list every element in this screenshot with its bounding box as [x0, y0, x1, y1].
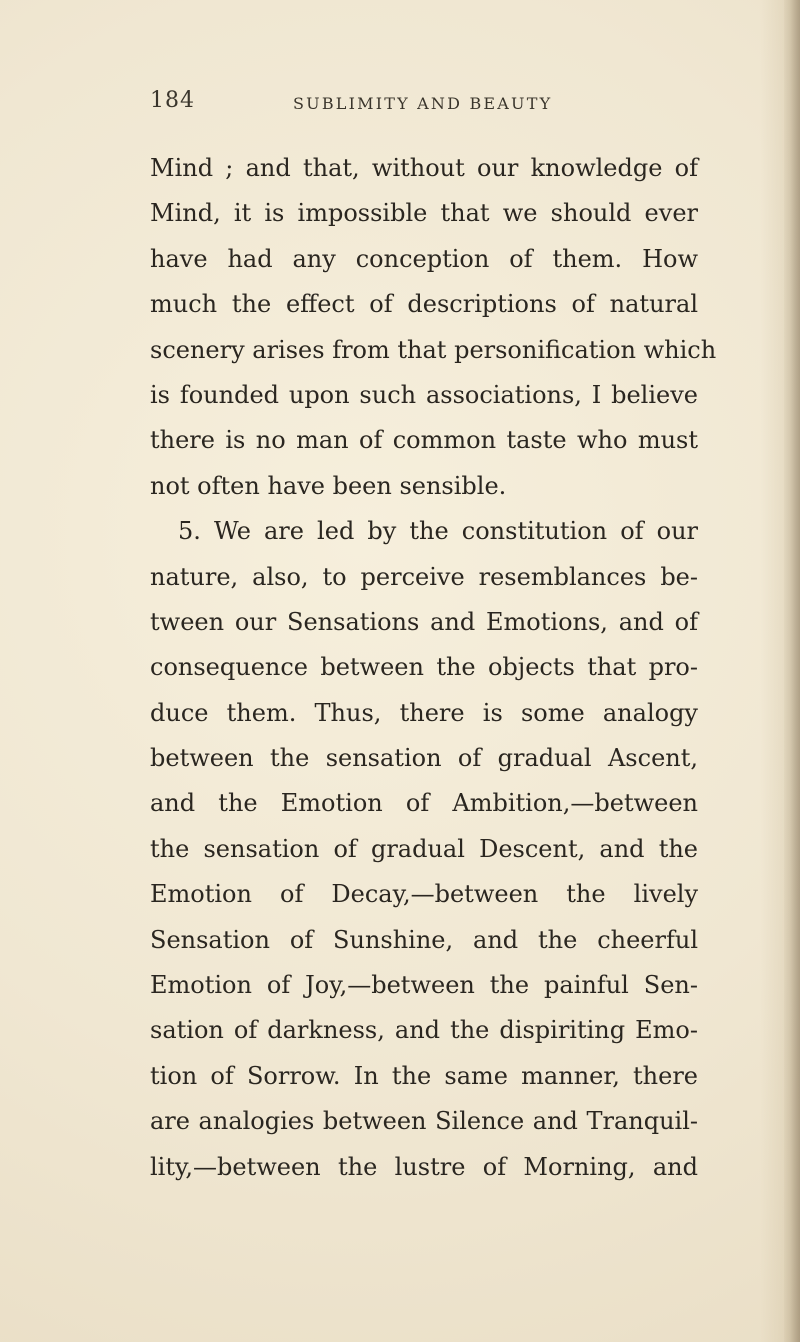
- text-line: is founded upon such associations, I believe: [150, 380, 698, 409]
- text-line: Mind, it is impossible that we should ever: [150, 199, 698, 228]
- page-header: [150, 88, 710, 128]
- text-line: 5. We are led by the constitution of our: [178, 517, 698, 546]
- text-line: consequence between the objects that pro-: [150, 653, 698, 682]
- text-line: not often have been sensible.: [150, 471, 507, 500]
- text-line: Emotion of Decay,—between the lively: [150, 880, 698, 909]
- text-line: between the sensation of gradual Ascent,: [150, 744, 698, 773]
- text-line: the sensation of gradual Descent, and the: [150, 834, 698, 863]
- page-number: 184: [150, 88, 195, 113]
- text-line: duce them. Thus, there is some analogy: [150, 698, 698, 727]
- text-line: Sensation of Sunshine, and the cheerful: [150, 925, 698, 954]
- text-line: Emotion of Joy,—between the painful Sen-: [150, 971, 698, 1000]
- text-line: and the Emotion of Ambition,—between: [150, 789, 698, 818]
- text-line: nature, also, to perceive resemblances be-: [150, 562, 698, 591]
- text-line: sation of darkness, and the dispiriting Emo-: [150, 1016, 698, 1045]
- text-line: tween our Sensations and Emotions, and of: [150, 607, 698, 636]
- text-line: much the effect of descriptions of natural: [150, 290, 698, 319]
- text-line: lity,—between the lustre of Morning, and: [150, 1152, 698, 1181]
- text-line: Mind ; and that, without our knowledge of: [150, 154, 698, 182]
- text-line: there is no man of common taste who must: [150, 426, 698, 455]
- text-line: tion of Sorrow. In the same manner, there: [150, 1061, 698, 1090]
- text-line: have had any conception of them. How: [150, 244, 698, 273]
- text-line: scenery arises from that personification which: [150, 335, 717, 364]
- page-edge-shadow: [784, 0, 800, 1342]
- running-head: SUBLIMITY AND BEAUTY: [293, 94, 553, 113]
- body-text: [150, 146, 717, 1190]
- text-line: are analogies between Silence and Tranquil-: [150, 1107, 698, 1136]
